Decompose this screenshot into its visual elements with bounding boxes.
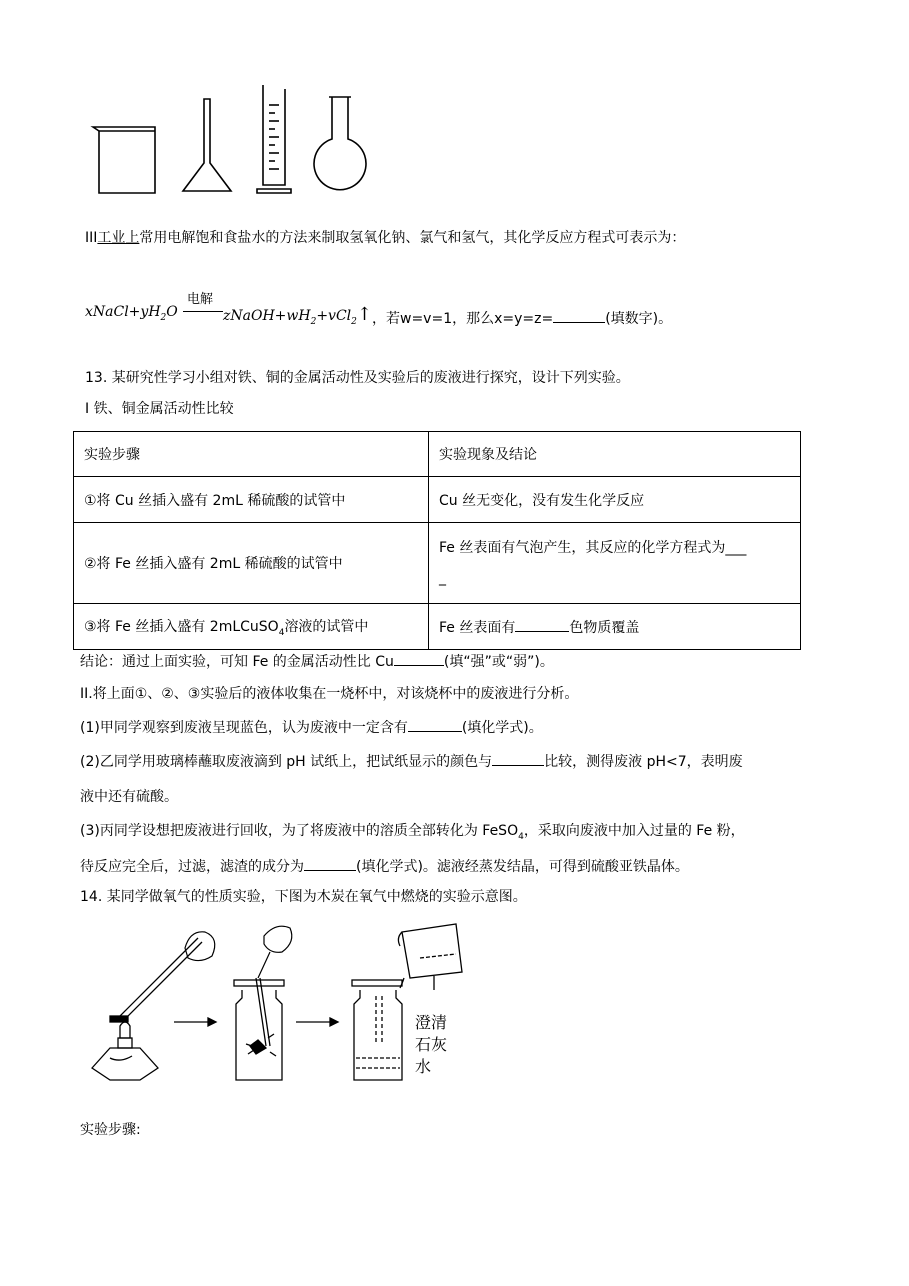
arrow-right-icon xyxy=(174,1018,216,1026)
crucible-tongs-icon xyxy=(110,938,202,1022)
pouring-beaker-icon xyxy=(398,924,462,990)
beaker-icon xyxy=(93,127,155,193)
table-cell-step: ①将 Cu 丝插入盛有 2mL 稀硫酸的试管中 xyxy=(74,477,429,523)
table-header-row xyxy=(74,432,801,477)
q13-sub3-cont: 待反应完全后，过滤，滤渣的成分为 (填化学式)。滤液经蒸发结晶，可得到硫酸亚铁晶体。 xyxy=(80,856,689,877)
oxygen-bottle-icon xyxy=(234,978,284,1080)
graduated-cylinder-icon xyxy=(257,85,291,193)
hand-icon xyxy=(258,926,292,978)
q13-title: 13. 某研究性学习小组对铁、铜的金属活动性及实验后的废液进行探究，设计下列实验。 xyxy=(85,370,630,386)
q13-sub1: (1)甲同学观察到废液呈现蓝色，认为废液中一定含有 (填化学式)。 xyxy=(80,717,543,738)
q13-part2-title: II.将上面①、②、③实验后的液体收集在一烧杯中，对该烧杯中的废液进行分析。 xyxy=(80,686,579,702)
funnel-icon xyxy=(183,99,231,191)
q13-sub2-cont: 液中还有硫酸。 xyxy=(80,789,178,805)
experiment-table xyxy=(73,431,801,650)
table-cell-step: ③将 Fe 丝插入盛有 2mLCuSO$_4$溶液的试管中 xyxy=(74,604,429,650)
answer-blank[interactable] xyxy=(492,751,544,766)
arrow-right-icon xyxy=(296,1018,338,1026)
q13-conclusion: 结论：通过上面实验，可知 Fe 的金属活动性比 Cu (填“强”或“弱”)。 xyxy=(80,651,554,672)
alcohol-lamp-icon xyxy=(92,1022,158,1080)
table-row xyxy=(74,523,801,604)
table-cell-result: Fe 丝表面有气泡产生，其反应的化学方程式为___ _ xyxy=(429,523,801,604)
q13-sub2: (2)乙同学用玻璃棒蘸取废液滴到 pH 试纸上，把试纸显示的颜色与 比较，测得废液 pH<7，表明废 xyxy=(80,751,743,772)
table-header-cell: 实验现象及结论 xyxy=(429,432,801,477)
flask-icon xyxy=(314,97,366,190)
table-cell-result: Fe 丝表面有 色物质覆盖 xyxy=(429,604,801,650)
answer-blank[interactable] xyxy=(515,617,569,632)
limewater-label: 澄清 石灰 水 xyxy=(415,1013,448,1076)
lab-apparatus-figure xyxy=(85,85,385,200)
answer-blank[interactable] xyxy=(394,651,444,666)
table-cell-result: Cu 丝无变化，没有发生化学反应 xyxy=(429,477,801,523)
answer-blank[interactable] xyxy=(304,856,356,871)
part3-text: III工业上常用电解饱和食盐水的方法来制取氢氧化钠、氯气和氢气，其化学反应方程式可表示为： xyxy=(85,230,686,246)
q13-part1-title: I 铁、铜金属活动性比较 xyxy=(85,401,234,417)
table-cell-step: ②将 Fe 丝插入盛有 2mL 稀硫酸的试管中 xyxy=(74,523,429,604)
q13-sub3: (3)丙同学设想把废液进行回收，为了将废液中的溶质全部转化为 FeSO$_4$，采取向废液中加入过量的 Fe 粉， xyxy=(80,823,745,842)
limewater-bottle-icon xyxy=(352,980,402,1080)
reaction-condition: 电解 xyxy=(187,292,214,307)
q14-steps-label: 实验步骤: xyxy=(80,1122,141,1138)
table-row xyxy=(74,604,801,650)
table-row xyxy=(74,477,801,523)
answer-blank[interactable] xyxy=(408,717,462,732)
answer-blank[interactable] xyxy=(553,308,605,323)
q14-title: 14. 某同学做氧气的性质实验，下图为木炭在氧气中燃烧的实验示意图。 xyxy=(80,889,527,905)
table-header-cell: 实验步骤 xyxy=(74,432,429,477)
